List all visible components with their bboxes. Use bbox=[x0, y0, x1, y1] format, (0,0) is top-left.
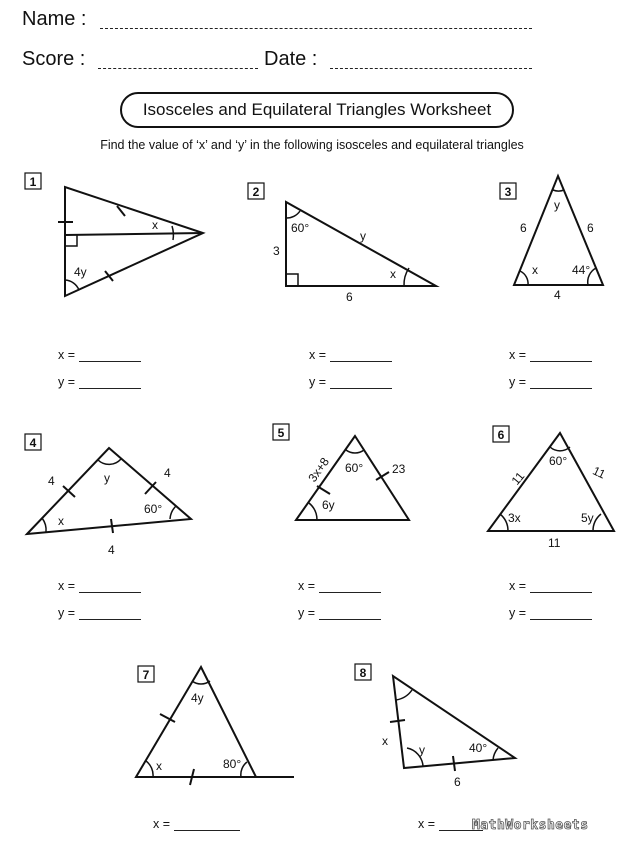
svg-text:3: 3 bbox=[504, 185, 512, 199]
svg-text:80°: 80° bbox=[223, 757, 242, 771]
svg-text:6: 6 bbox=[346, 290, 353, 304]
svg-text:3: 3 bbox=[273, 244, 280, 258]
svg-text:y: y bbox=[554, 198, 560, 212]
problem-4-number bbox=[25, 434, 41, 450]
svg-text:11: 11 bbox=[548, 536, 561, 550]
x-label: x = bbox=[509, 579, 527, 593]
svg-text:11: 11 bbox=[508, 469, 528, 488]
svg-text:4: 4 bbox=[164, 466, 171, 480]
problem-3-number bbox=[500, 183, 516, 199]
svg-text:7: 7 bbox=[142, 668, 150, 682]
answer-2-x[interactable] bbox=[309, 348, 392, 362]
answer-3-y[interactable] bbox=[509, 375, 592, 389]
date-label: Date : bbox=[264, 48, 318, 70]
y-label: y = bbox=[298, 606, 316, 620]
answer-7-x[interactable] bbox=[153, 817, 240, 831]
triangle-8 bbox=[382, 676, 515, 789]
name-label: Name : bbox=[22, 8, 87, 30]
score-label: Score : bbox=[22, 48, 86, 70]
triangle-3 bbox=[514, 176, 603, 302]
instructions: Find the value of ‘x’ and ‘y’ in the following isosceles and equilateral triangles bbox=[100, 138, 524, 152]
svg-text:4: 4 bbox=[48, 474, 55, 488]
answer-5-x[interactable] bbox=[298, 579, 381, 593]
problem-6-number bbox=[493, 426, 509, 442]
svg-text:60°: 60° bbox=[549, 454, 568, 468]
answer-4-x[interactable] bbox=[58, 579, 141, 593]
svg-text:x: x bbox=[532, 263, 538, 277]
svg-text:x: x bbox=[156, 759, 162, 773]
answer-6-x[interactable] bbox=[509, 579, 592, 593]
svg-text:6y: 6y bbox=[322, 498, 335, 512]
svg-text:6: 6 bbox=[520, 221, 527, 235]
svg-text:4: 4 bbox=[29, 436, 37, 450]
svg-text:6: 6 bbox=[497, 428, 505, 442]
answer-1-x[interactable] bbox=[58, 348, 141, 362]
svg-text:8: 8 bbox=[359, 666, 367, 680]
site-logo: MathWorksheets bbox=[472, 818, 589, 833]
svg-text:x: x bbox=[390, 267, 396, 281]
svg-text:60°: 60° bbox=[345, 461, 364, 475]
svg-text:3x: 3x bbox=[508, 511, 521, 525]
answer-2-y[interactable] bbox=[309, 375, 392, 389]
x-label: x = bbox=[509, 348, 527, 362]
svg-text:4: 4 bbox=[108, 543, 115, 557]
problem-1-number bbox=[25, 173, 41, 189]
triangle-4 bbox=[27, 448, 191, 557]
svg-text:5: 5 bbox=[277, 426, 285, 440]
triangle-1 bbox=[58, 187, 203, 296]
svg-text:x: x bbox=[382, 734, 388, 748]
x-label: x = bbox=[298, 579, 316, 593]
answer-3-x[interactable] bbox=[509, 348, 592, 362]
svg-text:x: x bbox=[152, 218, 158, 232]
svg-text:2: 2 bbox=[252, 185, 260, 199]
svg-text:6: 6 bbox=[454, 775, 461, 789]
triangle-5 bbox=[296, 436, 409, 520]
x-label: x = bbox=[58, 348, 76, 362]
svg-text:4y: 4y bbox=[74, 265, 87, 279]
svg-text:23: 23 bbox=[392, 462, 406, 476]
x-label: x = bbox=[309, 348, 327, 362]
svg-text:60°: 60° bbox=[291, 221, 310, 235]
y-label: y = bbox=[58, 606, 76, 620]
answer-4-y[interactable] bbox=[58, 606, 141, 620]
problem-7-number bbox=[138, 666, 154, 682]
problem-5-number bbox=[273, 424, 289, 440]
svg-text:x: x bbox=[58, 514, 64, 528]
title-text: Isosceles and Equilateral Triangles Worksheet bbox=[142, 100, 492, 119]
svg-text:y: y bbox=[104, 471, 110, 485]
svg-text:44°: 44° bbox=[572, 263, 591, 277]
svg-text:60°: 60° bbox=[144, 502, 163, 516]
triangle-2 bbox=[273, 202, 436, 304]
x-label: x = bbox=[418, 817, 436, 831]
y-label: y = bbox=[309, 375, 327, 389]
y-label: y = bbox=[58, 375, 76, 389]
svg-text:3x+8: 3x+8 bbox=[305, 454, 332, 485]
svg-text:11: 11 bbox=[590, 463, 608, 482]
svg-text:40°: 40° bbox=[469, 741, 488, 755]
y-label: y = bbox=[509, 375, 527, 389]
x-label: x = bbox=[153, 817, 171, 831]
svg-text:6: 6 bbox=[587, 221, 594, 235]
svg-text:5y: 5y bbox=[581, 511, 594, 525]
svg-text:4: 4 bbox=[554, 288, 561, 302]
x-label: x = bbox=[58, 579, 76, 593]
triangle-6 bbox=[488, 433, 614, 550]
triangle-7 bbox=[136, 667, 294, 785]
answer-1-y[interactable] bbox=[58, 375, 141, 389]
answer-5-y[interactable] bbox=[298, 606, 381, 620]
y-label: y = bbox=[509, 606, 527, 620]
svg-text:y: y bbox=[419, 743, 425, 757]
answer-6-y[interactable] bbox=[509, 606, 592, 620]
svg-text:1: 1 bbox=[29, 175, 37, 189]
svg-text:y: y bbox=[360, 229, 366, 243]
problem-2-number bbox=[248, 183, 264, 199]
svg-text:4y: 4y bbox=[191, 691, 204, 705]
problem-8-number bbox=[355, 664, 371, 680]
